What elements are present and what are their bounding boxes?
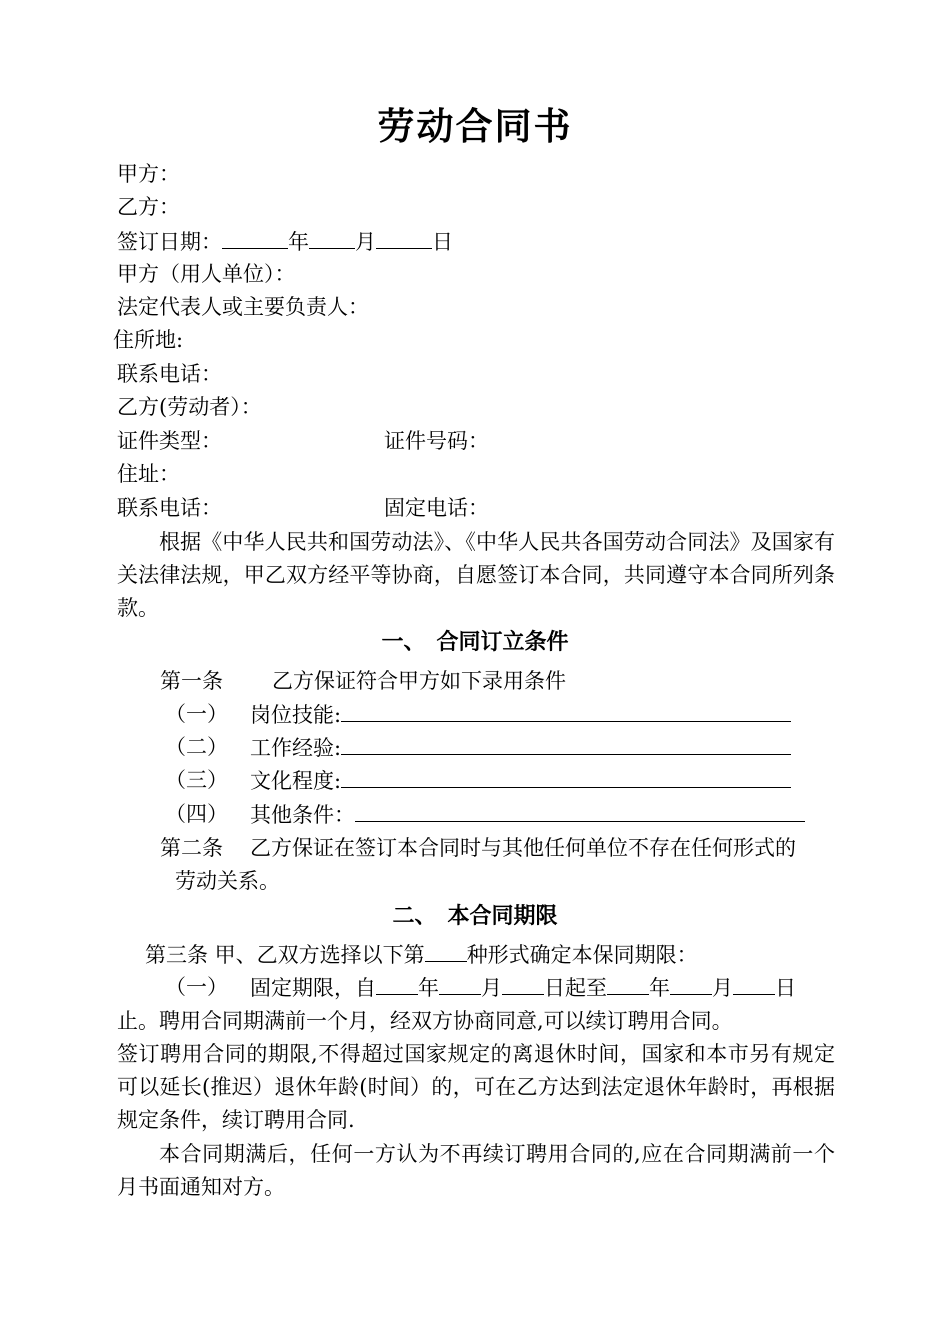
month-label: 月 — [355, 230, 376, 254]
item4-label: 其他条件： — [250, 803, 355, 827]
end-year-blank[interactable] — [607, 974, 649, 995]
phone-b-label: 联系电话： — [117, 496, 222, 520]
month-blank[interactable] — [309, 228, 355, 249]
item4-number: （四） — [165, 802, 228, 826]
day-label: 日 — [432, 230, 453, 254]
end-month-label: 月 — [712, 976, 733, 1000]
start-year-blank[interactable] — [376, 974, 418, 995]
sign-date-label: 签订日期： — [117, 230, 222, 254]
article1-text: 乙方保证符合甲方如下录用条件 — [272, 669, 566, 693]
start-month-label: 月 — [481, 976, 502, 1000]
item3-blank[interactable] — [341, 767, 791, 788]
item3-number: （三） — [165, 768, 228, 792]
year-label: 年 — [288, 230, 309, 254]
item3-line — [250, 767, 791, 794]
article2-text: 乙方保证在签订本合同时与其他任何单位不存在任何形式的 — [250, 836, 796, 860]
landline-label: 固定电话： — [384, 496, 489, 520]
residence-label: 住址： — [117, 462, 180, 486]
start-day-blank[interactable] — [502, 974, 544, 995]
article2-number: 第二条 — [160, 836, 223, 860]
id-number-label: 证件号码： — [384, 429, 489, 453]
item2-number: （二） — [165, 735, 228, 759]
day-blank[interactable] — [376, 228, 432, 249]
party-b-label: 乙方： — [117, 195, 180, 219]
year-blank[interactable] — [222, 228, 288, 249]
worker-label: 乙方(劳动者）： — [117, 395, 262, 419]
fixed-term-text: 固定期限，自 — [250, 976, 376, 1000]
employer-label: 甲方（用人单位）： — [117, 262, 296, 286]
item2-label: 工作经验: — [250, 736, 342, 760]
article1-number: 第一条 — [160, 669, 223, 693]
end-year-label: 年 — [649, 976, 670, 1000]
item2-line — [250, 734, 791, 761]
item4-blank[interactable] — [355, 801, 805, 822]
legal-rep-label: 法定代表人或主要负责人： — [117, 295, 369, 319]
fixed-term-number: （一） — [165, 975, 228, 999]
fixed-term-line — [250, 974, 796, 1001]
item1-label: 岗位技能: — [250, 703, 342, 727]
end-day-label: 日 — [775, 976, 796, 1000]
article3-line — [145, 941, 698, 968]
start-day-label: 日起至 — [544, 976, 607, 1000]
section1-heading: 一、 合同订立条件 — [381, 630, 569, 655]
id-type-label: 证件类型： — [117, 429, 222, 453]
retirement-paragraph: 签订聘用合同的期限,不得超过国家规定的离退休时间，国家和本市另有规定可以延长(推迟）退休年龄(时间）的，可在乙方达到法定退休年龄时，再根据规定条件，续订聘用合同. — [117, 1042, 835, 1132]
expiry-paragraph: 本合同期满后，任何一方认为不再续订聘用合同的,应在合同期满前一个月书面通知对方。 — [117, 1142, 835, 1199]
end-day-blank[interactable] — [733, 974, 775, 995]
address-label: 住所地: — [113, 328, 184, 352]
party-a-label: 甲方： — [117, 162, 180, 186]
item1-number: （一） — [165, 702, 228, 726]
item3-label: 文化程度: — [250, 769, 342, 793]
renewal-line: 止。聘用合同期满前一个月，经双方协商同意,可以续订聘用合同。 — [117, 1009, 733, 1033]
phone-a-label: 联系电话： — [117, 362, 222, 386]
sign-date-line — [117, 228, 453, 255]
preamble-paragraph: 根据《中华人民共和国劳动法》、《中华人民共各国劳动合同法》及国家有关法律法规，甲乙双方经平等协商，自愿签订本合同，共同遵守本合同所列条款。 — [117, 530, 835, 620]
start-month-blank[interactable] — [439, 974, 481, 995]
item2-blank[interactable] — [341, 734, 791, 755]
item1-blank[interactable] — [341, 701, 791, 722]
article3-text-a: 第三条 甲、乙双方选择以下第 — [145, 943, 425, 967]
article3-choice-blank[interactable] — [425, 941, 467, 962]
section2-heading: 二、 本合同期限 — [392, 904, 558, 929]
end-month-blank[interactable] — [670, 974, 712, 995]
document-title: 劳动合同书 — [377, 105, 573, 148]
start-year-label: 年 — [418, 976, 439, 1000]
item1-line — [250, 701, 791, 728]
article2-continuation: 劳动关系。 — [175, 869, 280, 893]
article3-text-b: 种形式确定本保同期限： — [466, 943, 698, 967]
item4-line — [250, 801, 805, 828]
